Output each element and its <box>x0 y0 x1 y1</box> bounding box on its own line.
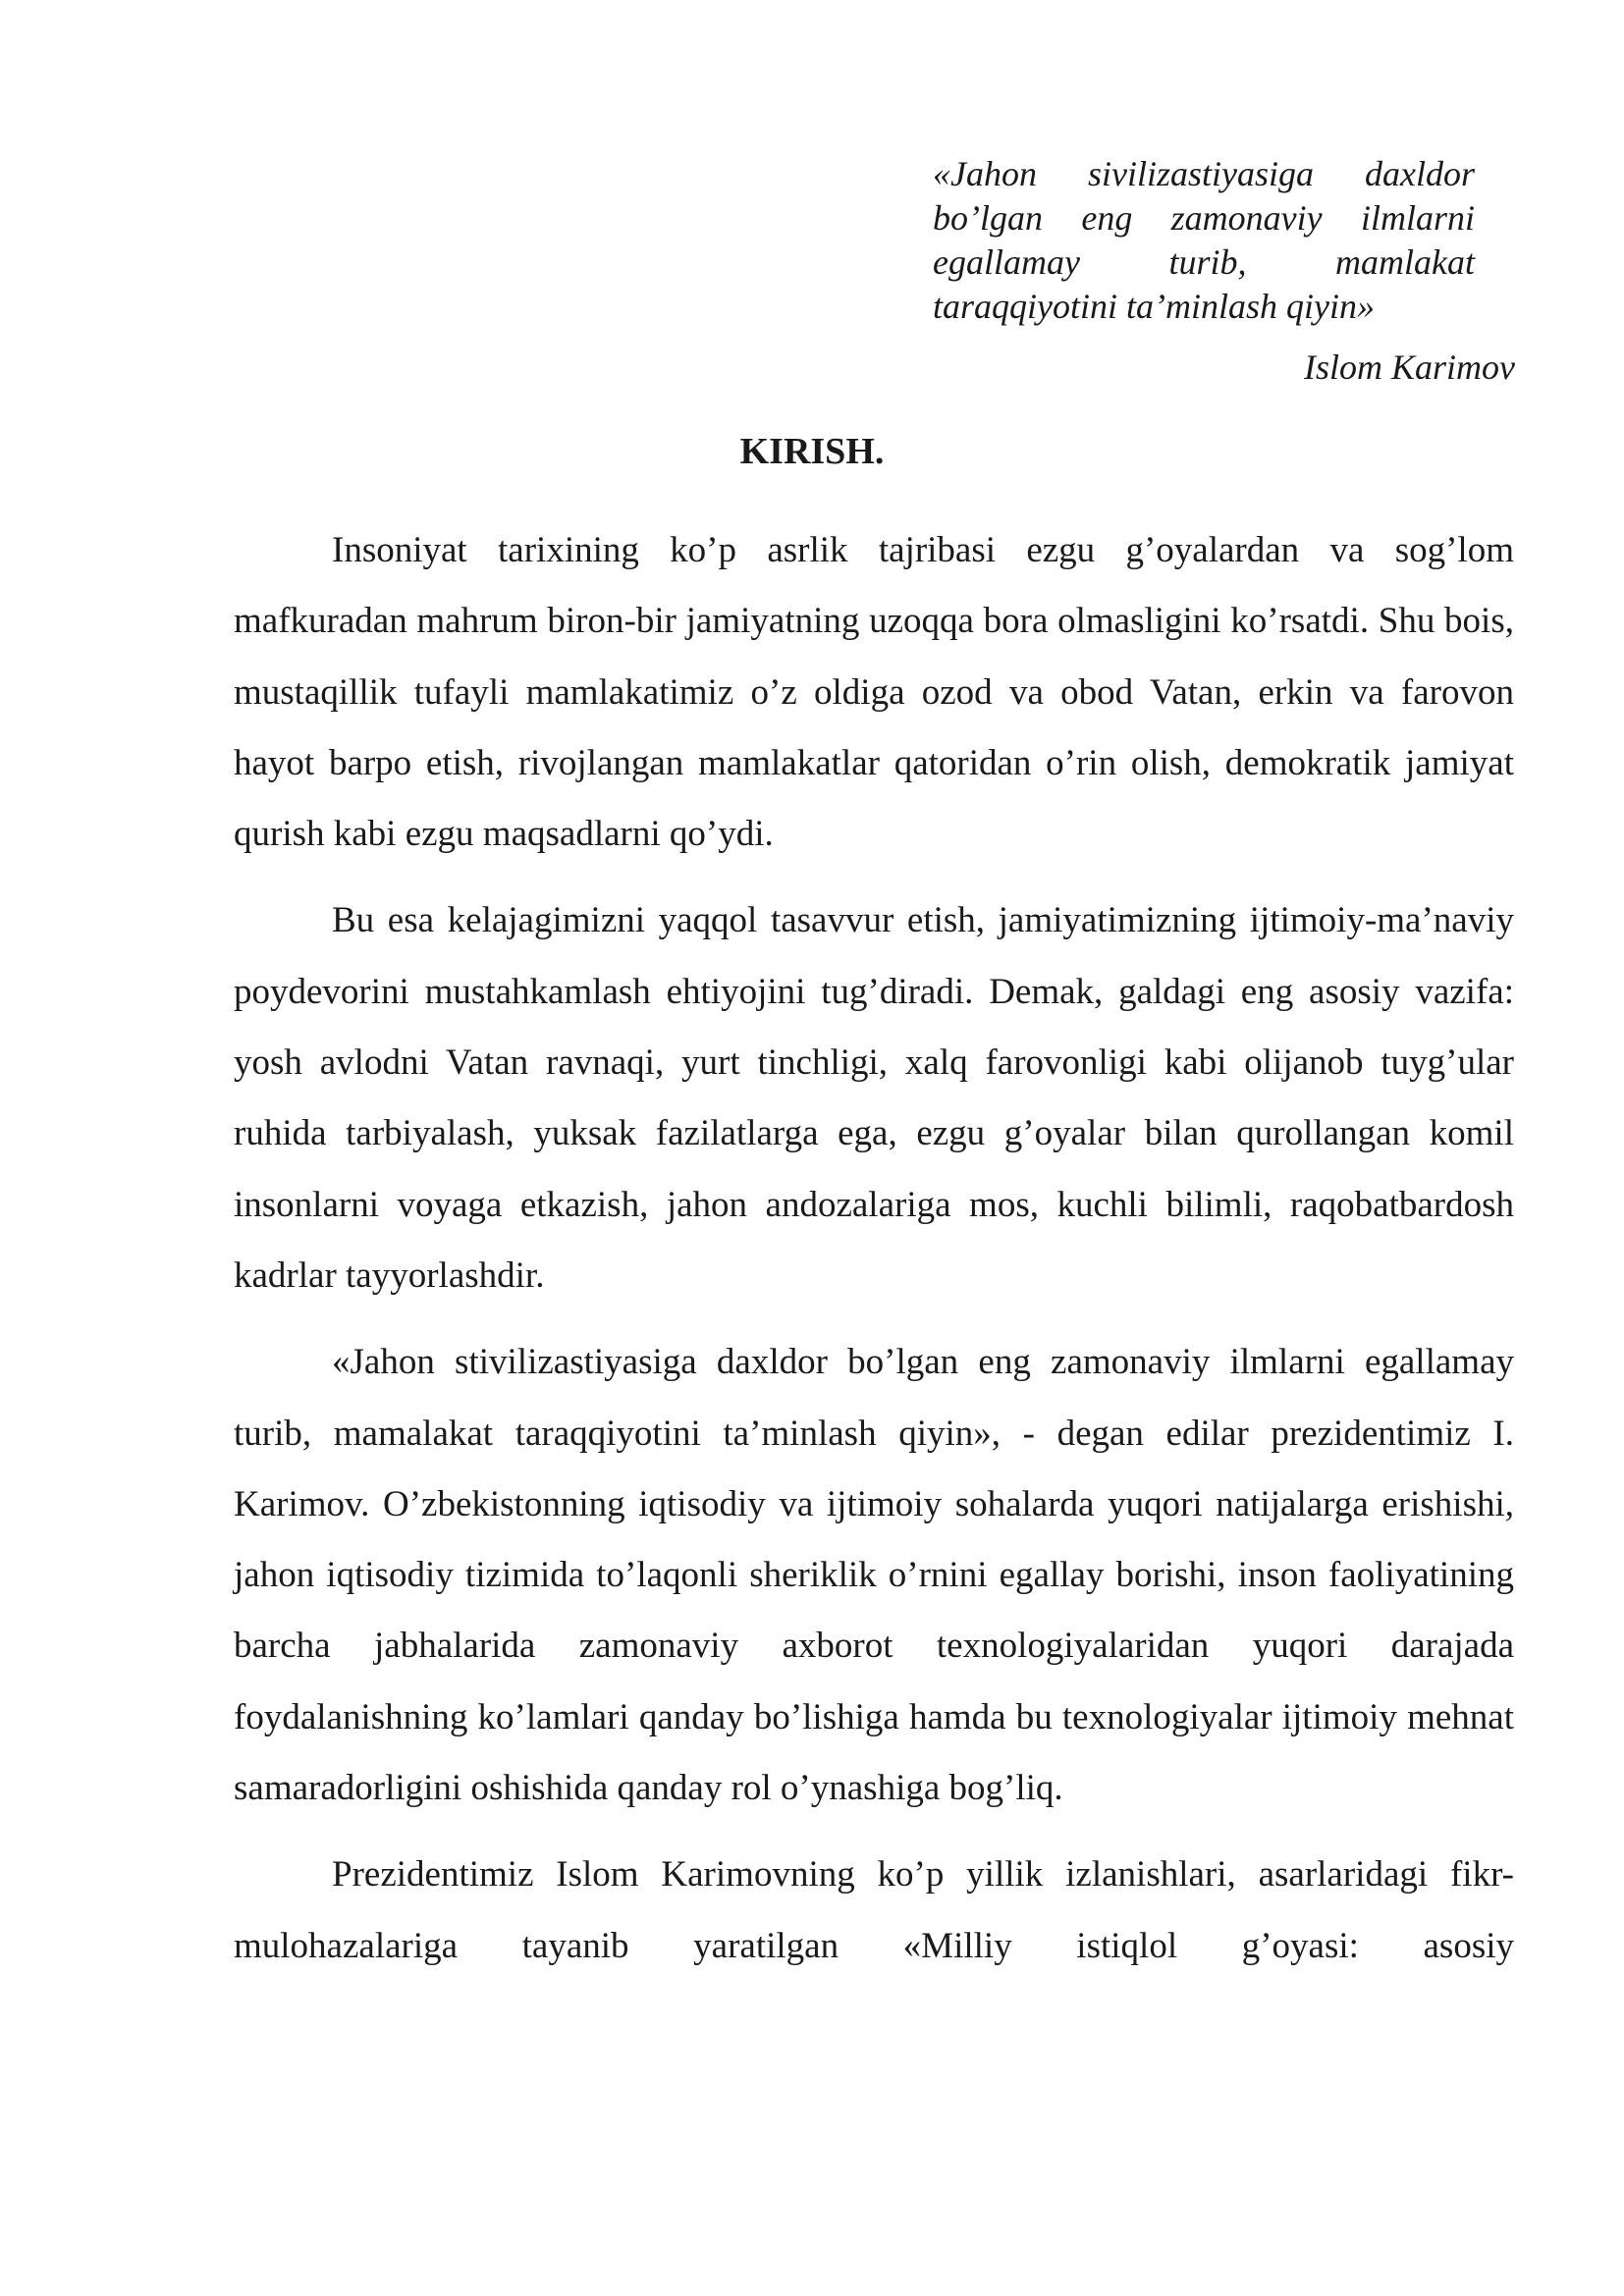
epigraph <box>933 152 1475 329</box>
paragraph-2: Bu esa kelajagimizni yaqqol tasavvur etish, jamiyatimizning ijtimoiy-ma’naviy poydevorini mustahkamlash ehtiyojini tug’diradi. Demak, galdagi eng asosiy vazifa: yosh avlodni Vatan ravnaqi, yurt tinchligi, xalq farovonligi kabi olijanob tuyg’ular ruhida tarbiyalash, yuksak fazilatlarga ega, ezgu g’oyalar bilan qurollangan komil insonlarni voyaga etkazish, jahon andozalariga mos, kuchli bilimli, raqobatbardosh kadrlar tayyorlashdir. <box>234 900 1514 1296</box>
epigraph-author: Islom Karimov <box>1304 347 1515 387</box>
paragraph-3: «Jahon stivilizastiyasiga daxldor bo’lgan eng zamonaviy ilmlarni egallamay turib, mamalakat taraqqiyotini ta’minlash qiyin», - degan edilar prezidentimiz I. Karimov. O’zbekistonning iqtisodiy va ijtimoiy sohalarda yuqori natijalarga erishishi, jahon iqtisodiy tizimida to’laqonli sheriklik o’rnini egallay borishi, inson faoliyatining barcha jabhalarida zamonaviy axborot texnologiyalaridan yuqori darajada foydalanishning ko’lamlari qanday bo’lishiga hamda bu texnologiyalar ijtimoiy mehnat samaradorligini oshishida qanday rol o’ynashiga bog’liq. <box>234 1342 1514 1809</box>
section-heading: KIRISH. <box>739 431 885 472</box>
paragraph-1: Insoniyat tarixining ko’p asrlik tajribasi ezgu g’oyalardan va sog’lom mafkuradan mahrum biron-bir jamiyatning uzoqqa bora olmasligini ko’rsatdi. Shu bois, mustaqillik tufayli mamlakatimiz o’z oldiga ozod va obod Vatan, erkin va farovon hayot barpo etish, rivojlangan mamlakatlar qatoridan o’rin olish, demokratik jamiyat qurish kabi ezgu maqsadlarni qo’ydi. <box>234 530 1514 855</box>
epigraph-quote: «Jahon sivilizastiyasiga daxldor bo’lgan eng zamonaviy ilmlarni egallamay turib, mamlakat taraqqiyotini ta’minlash qiyin» <box>933 154 1475 326</box>
body-text <box>234 515 1514 1998</box>
paragraph-4: Prezidentimiz Islom Karimovning ko’p yillik izlanishlari, asarlaridagi fikr-mulohazalariga tayanib yaratilgan «Milliy istiqlol g’oyasi: asosiy <box>234 1854 1514 1966</box>
